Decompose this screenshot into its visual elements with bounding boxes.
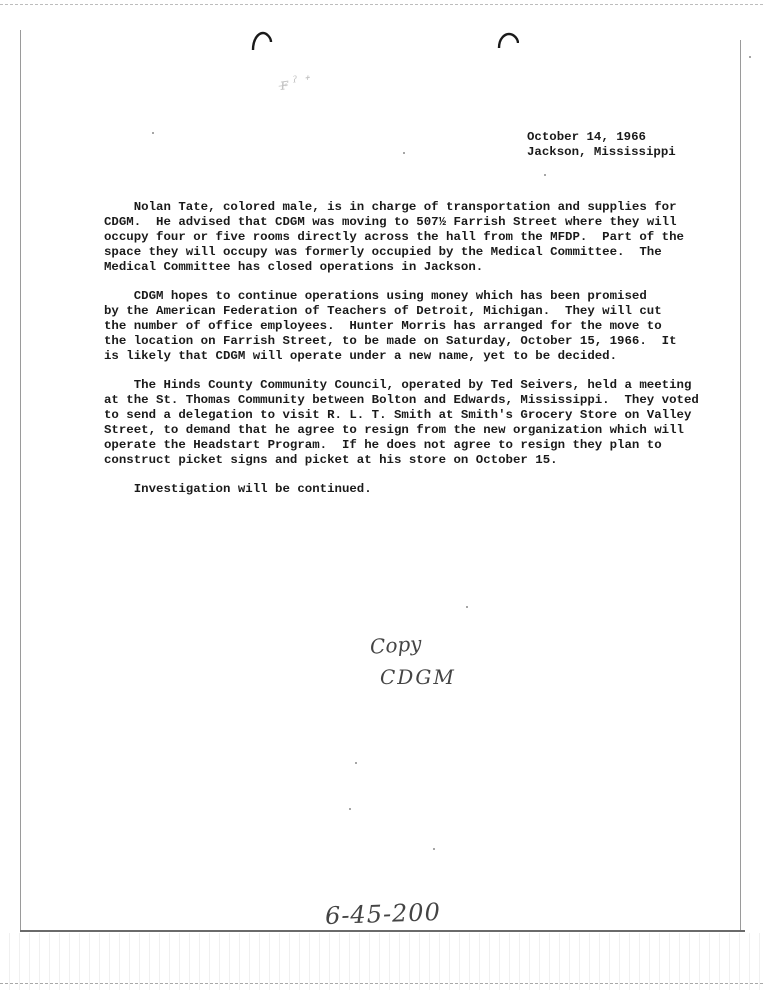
- document-location: Jackson, Mississippi: [527, 145, 676, 159]
- document-date: October 14, 1966: [527, 130, 646, 144]
- page-bottom-edge: [20, 930, 745, 932]
- scan-bottom-strip: [0, 933, 763, 990]
- handwritten-file-number: 6-45-200: [324, 897, 442, 931]
- paragraph-funding: CDGM hopes to continue operations using money which has been promised by the American Federation of Teachers of Detroit, Michigan. They will cut the number of office employees. Hunter Morris has arranged for the move to the location on Farrish Street, to be made on Saturday, October 15, 1966. It is likely that CDGM will operate under a new name, yet to be decided.: [104, 289, 677, 363]
- page-left-edge: [20, 30, 21, 930]
- scan-bottom-line: [0, 983, 763, 984]
- paragraph-council-meeting: The Hinds County Community Council, operated by Ted Seivers, held a meeting at the St. Thomas Community between Bolton and Edwards, Mississippi. They voted to send a delegation to visit R. L. T. Smith at Smith's Grocery Store on Valley Street, to demand that he agree to resign from the new organization which will operate the Headstart Program. If he does not agree to resign they plan to construct picket signs and picket at his store on October 15.: [104, 378, 699, 467]
- faint-pencil-mark: ꜰ̶ ˀ ᐩ: [278, 71, 311, 94]
- paragraph-transport: Nolan Tate, colored male, is in charge of transportation and supplies for CDGM. He advised that CDGM was moving to 507½ Farrish Street where they will occupy four or five rooms directly across the hall from the MFDP. Part of the space they will occupy was formerly occupied by the Medical Committee. The Medical Committee has closed operations in Jackson.: [104, 200, 684, 274]
- scan-speck: [349, 808, 351, 810]
- scan-speck: [355, 762, 357, 764]
- handwritten-org-note: CDGM: [380, 665, 456, 689]
- memo-body: [104, 200, 699, 511]
- page-right-edge: [740, 40, 741, 930]
- page-top-edge: [0, 4, 763, 5]
- punch-hole-mark-right: [497, 30, 519, 52]
- punch-hole-mark-left: [251, 30, 273, 52]
- scan-speck: [152, 132, 154, 134]
- scan-speck: [466, 606, 468, 608]
- scan-speck: [403, 152, 405, 154]
- scan-speck: [544, 174, 546, 176]
- handwritten-copy-note: Copy: [369, 631, 423, 659]
- scan-speck: [749, 56, 751, 58]
- paragraph-closing: Investigation will be continued.: [104, 482, 372, 496]
- dateline: [527, 130, 676, 160]
- scan-speck: [433, 848, 435, 850]
